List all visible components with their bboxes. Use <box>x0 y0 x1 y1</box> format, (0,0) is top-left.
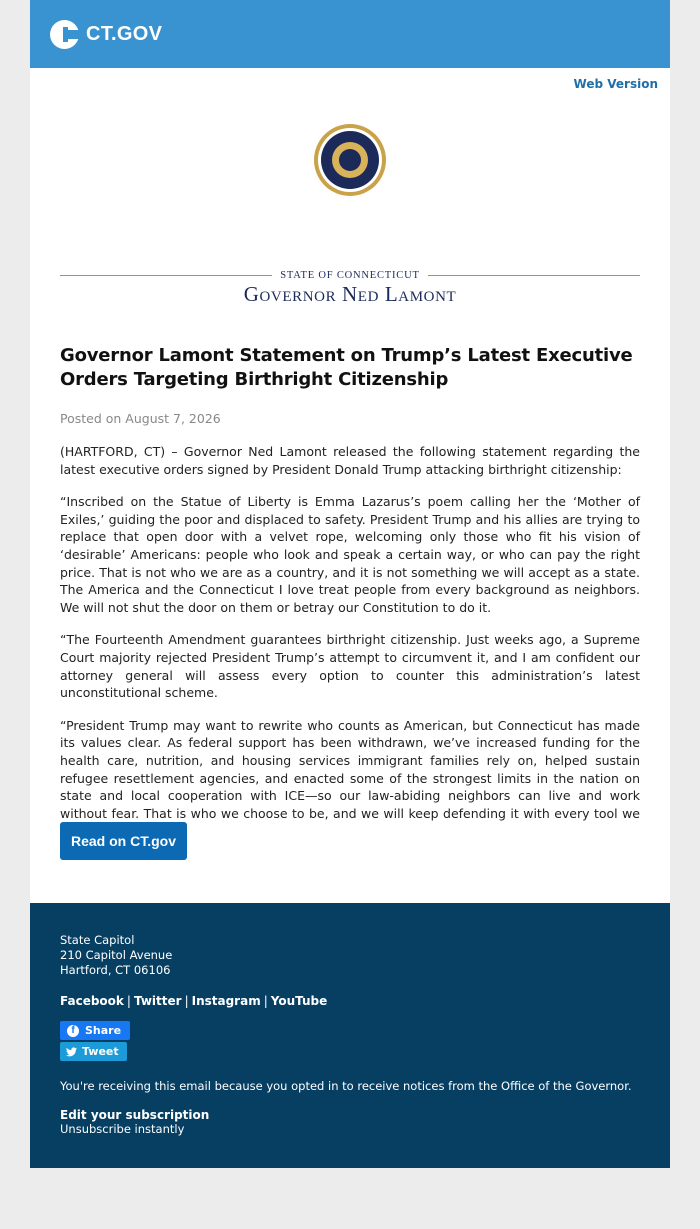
facebook-icon: f <box>67 1025 79 1037</box>
state-label: STATE OF CONNECTICUT <box>280 270 420 281</box>
article-paragraph: “Inscribed on the Statue of Liberty is Emma Lazarus’s poem calling her the ‘Mother of Exiles,’ guiding the poor and displaced to safety. President Trump and his allies are trying to replace that open door with a velvet rope, welcoming only those who fit his vision of ‘desirable’ Americans: people who look and speak a certain way, or who can pay the right price. That is not who we are as a country, and it is not something we will accept as a state. The America and the Connecticut I love treat people from every background as neighbors. We will not shut the door on them or betray our Constitution to do it. <box>60 494 640 615</box>
address-line: 210 Capitol Avenue <box>60 948 173 962</box>
masthead-seal <box>30 124 670 196</box>
facebook-share-button[interactable] <box>60 1021 130 1040</box>
tweet-label: Tweet <box>82 1045 119 1058</box>
article-paragraph: “President Trump may want to rewrite who counts as American, but Connecticut has made its values clear. As federal support has been withdrawn, we’ve increased funding for the health care, nutrition, and housing services immigrant families rely on, helped sustain refugee resettlement agencies, and enacted some of the strongest limits in the nation on state and local cooperation with ICE—so our law-abiding neighbors can live and work without fear. That is who we choose to be, and we will keep defending it with every tool we <box>60 717 640 821</box>
address-line: Hartford, CT 06106 <box>60 963 171 977</box>
unsubscribe-link[interactable]: Unsubscribe instantly <box>60 1122 185 1136</box>
share-label: Share <box>85 1024 122 1037</box>
state-label-row <box>60 270 640 281</box>
web-version-link[interactable]: Web Version <box>573 77 658 91</box>
article-title: Governor Lamont Statement on Trump’s Latest Executive Orders Targeting Birthright Citizenship <box>60 345 633 390</box>
divider <box>60 275 272 276</box>
ct-gov-logo-text[interactable]: CT.GOV <box>86 22 163 45</box>
article-body <box>60 443 640 855</box>
read-on-ctgov-button[interactable]: Read on CT.gov <box>60 822 187 860</box>
facebook-link[interactable]: Facebook <box>60 994 124 1008</box>
social-links: Facebook | Twitter | Instagram | YouTube <box>60 994 328 1008</box>
footer-address <box>60 933 640 978</box>
footer <box>30 903 670 1168</box>
divider <box>428 275 640 276</box>
email-container <box>30 0 670 1168</box>
governor-seal-icon <box>314 124 386 196</box>
ct-gov-logo-icon[interactable] <box>50 20 79 49</box>
email-content <box>30 68 670 903</box>
article-paragraph: “The Fourteenth Amendment guarantees birthright citizenship. Just weeks ago, a Supreme Court majority rejected President Trump’s attempt to circumvent it, and I am confident our attorney general will assess every option to counter this administration’s latest unconstitutional scheme. <box>60 632 640 701</box>
governor-name: Governor Ned Lamont <box>243 282 457 306</box>
edit-subscription-link[interactable]: Edit your subscription <box>60 1108 210 1122</box>
twitter-link[interactable]: Twitter <box>133 994 182 1008</box>
header-bar <box>30 0 670 68</box>
address-line: State Capitol <box>60 933 135 947</box>
posted-date: Posted on August 7, 2026 <box>60 411 221 426</box>
youtube-link[interactable]: YouTube <box>270 994 328 1008</box>
subscription-notice: You're receiving this email because you opted in to receive notices from the Office of the Governor. <box>60 1079 632 1093</box>
tweet-button[interactable] <box>60 1042 127 1061</box>
instagram-link[interactable]: Instagram <box>191 994 261 1008</box>
twitter-bird-icon <box>66 1047 77 1057</box>
article-paragraph: (HARTFORD, CT) – Governor Ned Lamont released the following statement regarding the latest executive orders signed by President Donald Trump attacking birthright citizenship: <box>60 444 640 477</box>
